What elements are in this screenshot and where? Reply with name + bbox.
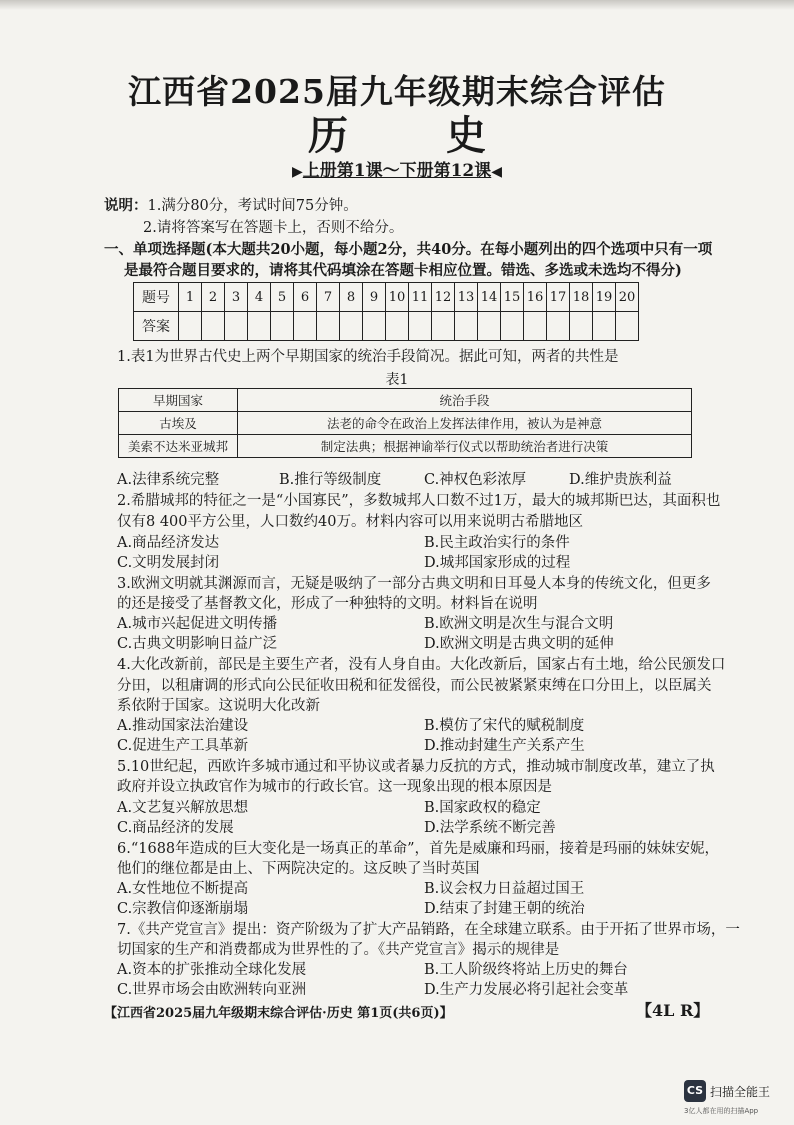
q1-option-c[interactable]: C.神权色彩浓厚	[424, 472, 527, 488]
answer-cell[interactable]	[409, 312, 432, 341]
qnum: 11	[409, 283, 432, 312]
q1-option-b[interactable]: B.推行等级制度	[279, 472, 382, 488]
answer-cell[interactable]	[294, 312, 317, 341]
answer-cell[interactable]	[225, 312, 248, 341]
paper-code: 【4L R】	[636, 1001, 710, 1020]
answer-cell[interactable]	[570, 312, 593, 341]
q5-option-d[interactable]: D.法学系统不断完善	[424, 820, 556, 836]
answer-cell[interactable]	[524, 312, 547, 341]
triangle-left-icon: ◀	[491, 164, 503, 180]
answer-cell[interactable]	[386, 312, 409, 341]
qnum: 7	[317, 283, 340, 312]
q2-option-b[interactable]: B.民主政治实行的条件	[424, 535, 570, 551]
q7-option-c[interactable]: C.世界市场会由欧洲转向亚洲	[117, 982, 307, 998]
q1-table-header: 统治手段	[238, 389, 692, 412]
q1-table-cell: 美索不达米亚城邦	[119, 435, 238, 458]
triangle-right-icon: ▶	[291, 164, 303, 180]
q3-option-d[interactable]: D.欧洲文明是古典文明的延伸	[424, 636, 614, 652]
qnum: 17	[547, 283, 570, 312]
watermark-name: 扫描全能王	[710, 1084, 771, 1099]
subject-title: 历 史	[308, 112, 528, 159]
q2-option-d[interactable]: D.城邦国家形成的过程	[424, 555, 571, 571]
exam-title: 江西省2025届九年级期末综合评估	[128, 72, 666, 111]
q3-stem-line1: 3.欧洲文明就其渊源而言，无疑是吸纳了一部分古典文明和日耳曼人本身的传统文化，但更多	[117, 576, 711, 592]
q3-option-c[interactable]: C.古典文明影响日益广泛	[117, 636, 278, 652]
q3-stem-line2: 的还是接受了基督教文化，形成了一种独特的文明。材料旨在说明	[117, 596, 538, 612]
q4-stem-line3: 系依附于国家。这说明大化改新	[117, 698, 320, 714]
answer-cell[interactable]	[248, 312, 271, 341]
qnum: 15	[501, 283, 524, 312]
q7-option-b[interactable]: B.工人阶级终将站上历史的舞台	[424, 962, 628, 978]
q1-option-a[interactable]: A.法律系统完整	[117, 472, 220, 488]
q7-option-a[interactable]: A.资本的扩张推动全球化发展	[117, 962, 307, 978]
answer-cell[interactable]	[593, 312, 616, 341]
q7-option-d[interactable]: D.生产力发展必将引起社会变革	[424, 982, 629, 998]
answer-cell[interactable]	[478, 312, 501, 341]
q2-stem-line1: 2.希腊城邦的特征之一是“小国寡民”，多数城邦人口数不过1万，最大的城邦斯巴达，其面积也	[117, 493, 721, 509]
answer-cell[interactable]	[202, 312, 225, 341]
qnum: 16	[524, 283, 547, 312]
qnum: 8	[340, 283, 363, 312]
answer-table-header: 答案	[134, 312, 179, 341]
watermark-subtitle: 3亿人都在用的扫描App	[684, 1107, 759, 1115]
q4-stem-line2: 分田，以租庸调的形式向公民征收田税和征发徭役，而公民被紧紧束缚在口分田上，以臣属关	[117, 678, 712, 694]
answer-table-answer-row	[134, 312, 639, 341]
qnum: 13	[455, 283, 478, 312]
qnum: 10	[386, 283, 409, 312]
qnum: 5	[271, 283, 294, 312]
q2-option-a[interactable]: A.商品经济发达	[117, 535, 220, 551]
answer-cell[interactable]	[455, 312, 478, 341]
answer-table-header: 题号	[134, 283, 179, 312]
q6-option-d[interactable]: D.结束了封建王朝的统治	[424, 901, 585, 917]
answer-cell[interactable]	[432, 312, 455, 341]
scope-text: 上册第1课～下册第12课	[302, 161, 492, 181]
q1-table-caption: 表1	[385, 372, 409, 388]
q6-option-a[interactable]: A.女性地位不断提高	[117, 881, 249, 897]
answer-cell[interactable]	[501, 312, 524, 341]
answer-cell[interactable]	[363, 312, 386, 341]
q3-option-b[interactable]: B.欧洲文明是次生与混合文明	[424, 616, 614, 632]
q7-stem-line1: 7.《共产党宣言》提出：资产阶级为了扩大产品销路，在全球建立联系。由于开拓了世界市场，一	[117, 922, 740, 938]
notes-item-2: 2.请将答案写在答题卡上，否则不给分。	[143, 220, 404, 236]
answer-cell[interactable]	[340, 312, 363, 341]
q4-option-d[interactable]: D.推动封建生产关系产生	[424, 738, 585, 754]
q1-table-row	[119, 435, 692, 458]
qnum: 2	[202, 283, 225, 312]
answer-cell[interactable]	[317, 312, 340, 341]
q4-stem-line1: 4.大化改新前，部民是主要生产者，没有人身自由。大化改新后，国家占有土地，给公民颁发口	[117, 657, 726, 673]
qnum: 6	[294, 283, 317, 312]
qnum: 4	[248, 283, 271, 312]
answer-cell[interactable]	[547, 312, 570, 341]
answer-cell[interactable]	[271, 312, 294, 341]
q5-stem-line2: 政府并设立执政官作为城市的行政长官。这一现象出现的根本原因是	[117, 779, 552, 795]
q1-table-cell: 法老的命令在政治上发挥法律作用，被认为是神意	[238, 412, 692, 435]
q1-stem: 1.表1为世界古代史上两个早期国家的统治手段简况。据此可知，两者的共性是	[117, 349, 619, 365]
answer-table-number-row	[134, 283, 639, 312]
q4-option-a[interactable]: A.推动国家法治建设	[117, 718, 249, 734]
qnum: 14	[478, 283, 501, 312]
section-instruction-2: 是最符合题目要求的，请将其代码填涂在答题卡相应位置。错选、多选或未选均不得分)	[124, 262, 682, 279]
qnum: 12	[432, 283, 455, 312]
q1-table-header-row	[119, 389, 692, 412]
page-footer: 【江西省2025届九年级期末综合评估·历史 第1页(共6页)】	[104, 1006, 453, 1021]
qnum: 1	[179, 283, 202, 312]
q1-table-cell: 制定法典；根据神谕举行仪式以帮助统治者进行决策	[238, 435, 692, 458]
scope-line	[0, 156, 794, 181]
q1-option-d[interactable]: D.维护贵族利益	[569, 472, 672, 488]
notes-label: 说明：	[104, 197, 148, 214]
q6-option-b[interactable]: B.议会权力日益超过国王	[424, 881, 585, 897]
notes-line-1	[104, 196, 358, 216]
q1-table-header: 早期国家	[119, 389, 238, 412]
q5-stem-line1: 5.10世纪起，西欧许多城市通过和平协议或者暴力反抗的方式，推动城市制度改革，建立了执	[117, 759, 715, 775]
scan-edge	[0, 0, 794, 10]
q1-table-row	[119, 412, 692, 435]
qnum: 20	[616, 283, 639, 312]
answer-cell[interactable]	[179, 312, 202, 341]
q6-option-c[interactable]: C.宗教信仰逐渐崩塌	[117, 901, 249, 917]
section-instruction-1: 一、单项选择题(本大题共20小题，每小题2分，共40分。在每小题列出的四个选项中只有一项	[104, 241, 713, 258]
q1-table	[118, 388, 692, 458]
q6-stem-line2: 他们的继位都是由上、下两院决定的。这反映了当时英国	[117, 861, 480, 877]
q2-option-c[interactable]: C.文明发展封闭	[117, 555, 220, 571]
q3-option-a[interactable]: A.城市兴起促进文明传播	[117, 616, 278, 632]
q2-stem-line2: 仅有8 400平方公里，人口数约40万。材料内容可以用来说明古希腊地区	[117, 514, 583, 530]
qnum: 9	[363, 283, 386, 312]
q5-option-c[interactable]: C.商品经济的发展	[117, 820, 234, 836]
answer-table	[133, 282, 639, 341]
q4-option-c[interactable]: C.促进生产工具革新	[117, 738, 249, 754]
q6-stem-line1: 6.“1688年造成的巨大变化是一场真正的革命”，首先是威廉和玛丽，接着是玛丽的妹妹安妮，	[117, 841, 720, 857]
camscanner-logo-icon: CS	[684, 1080, 706, 1102]
q1-table-cell: 古埃及	[119, 412, 238, 435]
answer-cell[interactable]	[616, 312, 639, 341]
notes-item-1: 1.满分80分，考试时间75分钟。	[147, 198, 358, 214]
q5-option-a[interactable]: A.文艺复兴解放思想	[117, 800, 249, 816]
scanner-watermark	[684, 1080, 771, 1115]
qnum: 3	[225, 283, 248, 312]
q4-option-b[interactable]: B.模仿了宋代的赋税制度	[424, 718, 585, 734]
qnum: 18	[570, 283, 593, 312]
q7-stem-line2: 切国家的生产和消费都成为世界性的了。《共产党宣言》揭示的规律是	[117, 942, 560, 958]
qnum: 19	[593, 283, 616, 312]
q5-option-b[interactable]: B.国家政权的稳定	[424, 800, 541, 816]
